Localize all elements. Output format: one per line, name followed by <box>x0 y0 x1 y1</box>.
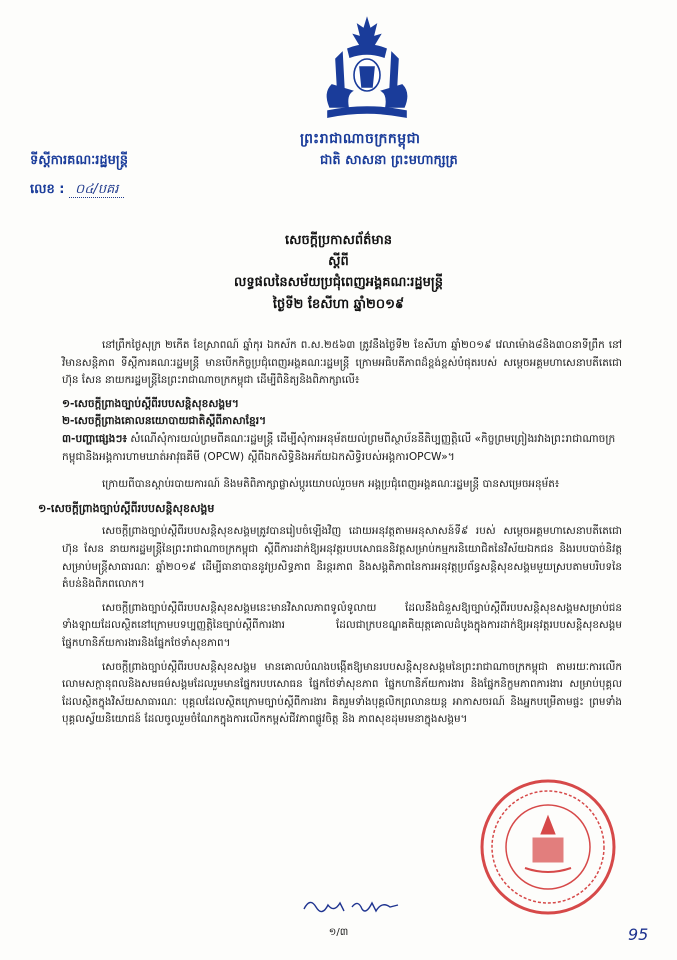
agenda-item-3-lead: ៣-បញ្ហាផ្សេងៗ៖ <box>62 432 128 445</box>
title-date: ថ្ងៃទី២ ខែសីហា ឆ្នាំ២០១៩ <box>272 297 405 312</box>
paragraph-section1-1: សេចក្តីព្រាងច្បាប់ស្តីពីរបបសន្តិសុខសង្គមត្រូវបានរៀបចំឡើងវិញ ដោយអនុវត្តតាមអនុសាសន៍ទី៩ របស់ សម្តេចអគ្គមហាសេនាបតីតេជោ ហ៊ុន សែន នាយករដ្ឋមន្ត្រីនៃព្រះរាជាណាចក្រកម្ពុជា ស្តីពីការដាក់ឱ្យអនុវត្តរបបសោធននិវត្តសម្រាប់កម្មករនិយោជិតនៃវិស័យឯកជន និងរបបបាច់និវត្តសម្រាប់មន្ត្រីសាធារណៈ ឆ្នាំ២០១៩ ដើម្បីធានាបាននូវប្រសិទ្ធភាព និរន្តរភាព និងសង្គតិភាពនៃការអនុវត្តប្រព័ន្ធសន្តិសុខសង្គមមួយស្របតាមបរិបទនៃតំបន់និងពិភពលោក។ <box>62 525 622 591</box>
national-motto: ជាតិ សាសនា ព្រះមហាក្សត្រ <box>320 153 458 168</box>
handwritten-page-mark: 95 <box>628 925 649 944</box>
title-line-3: លទ្ធផលនៃសម័យប្រជុំពេញអង្គគណៈរដ្ឋមន្ត្រី <box>233 275 444 290</box>
reference-number <box>30 181 124 200</box>
agenda-list <box>62 396 622 466</box>
agenda-item-1: ១-សេចក្តីព្រាងច្បាប់ស្តីពីរបបសន្តិសុខសង្គម។ <box>62 397 239 410</box>
paragraph-section1-3: សេចក្តីព្រាងច្បាប់ស្តីពីរបបសន្តិសុខសង្គម មានគោលបំណងបង្កើតឱ្យមានរបបសន្តិសុខសង្គមនៃព្រះរាជាណាចក្រកម្ពុជា តាមរយៈការលើកលោមសក្តានុពលនិងសមធម៌សង្គមដែលរួមមានផ្នែករបបសោធន ផ្នែកថែទាំសុខភាព ផ្នែកហានិភ័យការងារ និងផ្នែកនិក្ខមភាពការងារ សម្រាប់បុគ្គលដែលស្ថិតក្នុងវិស័យសាធារណៈ បុគ្គលដែលស្ថិតក្រោមច្បាប់ស្តីពីការងារ គិតរួមទាំងបុគ្គលិកព្រលានយន្ត អាកាសចរណ៍ និងអ្នកបម្រើតាមផ្ទះ ព្រមទាំងបុគ្គលស្វ័យនិយោជន៍ ដែលចូលរួមចំណែកក្នុងការលើកកម្ពស់ជីវភាពផ្លូវចិត្ត និង ភាពសុខដុមរមនាក្នុងសង្គម។ <box>62 660 622 726</box>
paragraph-section1-2: សេចក្តីព្រាងច្បាប់ស្តីពីរបបសន្តិសុខសង្គមនេះមានវិសាលភាពទូលំទូលាយ ដែលនឹងជំនួសឱ្យច្បាប់ស្តីពីរបបសន្តិសុខសង្គមសម្រាប់ជនទាំងឡាយដែលស្ថិតនៅក្រោមបទប្បញ្ញត្តិនៃច្បាប់ស្តីពីការងារ ដែលជាក្របខណ្ឌគតិយុត្តគោលដំបូងក្នុងការដាក់ឱ្យអនុវត្តរបបសន្តិសុខសង្គមផ្នែកហានិភ័យការងារនិងផ្នែកថែទាំសុខភាព។ <box>62 601 622 649</box>
agenda-item-3 <box>62 431 622 466</box>
page-number: ១/៣ <box>328 927 349 938</box>
document-body <box>38 337 622 735</box>
title-line-1: សេចក្តីប្រកាសព័ត៌មាន <box>284 233 393 248</box>
agenda-item-3-text: សំណើសុំការយល់ព្រមពីគណៈរដ្ឋមន្ត្រី ដើម្បីសុំការអនុម័តយល់ព្រមពីស្ថាប័ននីតិប្បញ្ញត្តិលើ «កិច្ចព្រមព្រៀងរវាងព្រះរាជាណាចក្រកម្ពុជានិងអង្គការហាមឃាត់អាវុធគីមី (OPCW) ស្តីពីឯកសិទ្ធិនិងអភ័យឯកសិទ្ធិរបស់អង្គការOPCW»។ <box>62 432 616 463</box>
paragraph-decision: ក្រោយពីបានស្តាប់របាយការណ៍ និងមតិពិភាក្សាផ្លាស់ប្តូរយោបល់រួចមក អង្គប្រជុំពេញអង្គគណៈរដ្ឋមន្ត្រី បានសម្រេចអនុម័ត៖ <box>102 478 560 491</box>
agenda-item-2: ២-សេចក្តីព្រាងគោលនយោបាយជាតិស្តីពីភាសាខ្មែរ។ <box>62 415 267 428</box>
reference-label: លេខ : <box>30 182 65 197</box>
signature-icon <box>300 893 410 917</box>
title-line-2: ស្តីពី <box>328 254 349 269</box>
reference-value: ០៤/បគរ <box>69 182 124 198</box>
official-seal-stamp <box>477 776 619 918</box>
kingdom-name: ព្រះរាជាណាចក្រកម្ពុជា <box>300 131 421 147</box>
royal-coat-of-arms-icon <box>318 15 416 125</box>
office-name: ទីស្តីការគណៈរដ្ឋមន្ត្រី <box>30 153 128 168</box>
section-heading-1: ១-សេចក្តីព្រាងច្បាប់ស្តីពីរបបសន្តិសុខសង្គម <box>38 501 215 515</box>
paragraph-intro: នៅព្រឹកថ្ងៃសុក្រ ២កើត ខែស្រាពណ៍ ឆ្នាំកុរ ឯកស័ក ព.ស.២៥៦៣ ត្រូវនឹងថ្ងៃទី២ ខែសីហា ឆ្នាំ២០១៩ វេលាម៉ោង៨និង៣០នាទីព្រឹក នៅវិមានសន្តិភាព ទីស្តីការគណៈរដ្ឋមន្ត្រី មានបើកកិច្ចប្រជុំពេញអង្គគណៈរដ្ឋមន្ត្រី ក្រោមអធិបតីភាពដ៏ខ្ពង់ខ្ពស់បំផុតរបស់ សម្តេចអគ្គមហាសេនាបតីតេជោ ហ៊ុន សែន នាយករដ្ឋមន្ត្រីនៃព្រះរាជាណាចក្រកម្ពុជា ដើម្បីពិនិត្យនិងពិភាក្សាលើ៖ <box>62 339 622 387</box>
